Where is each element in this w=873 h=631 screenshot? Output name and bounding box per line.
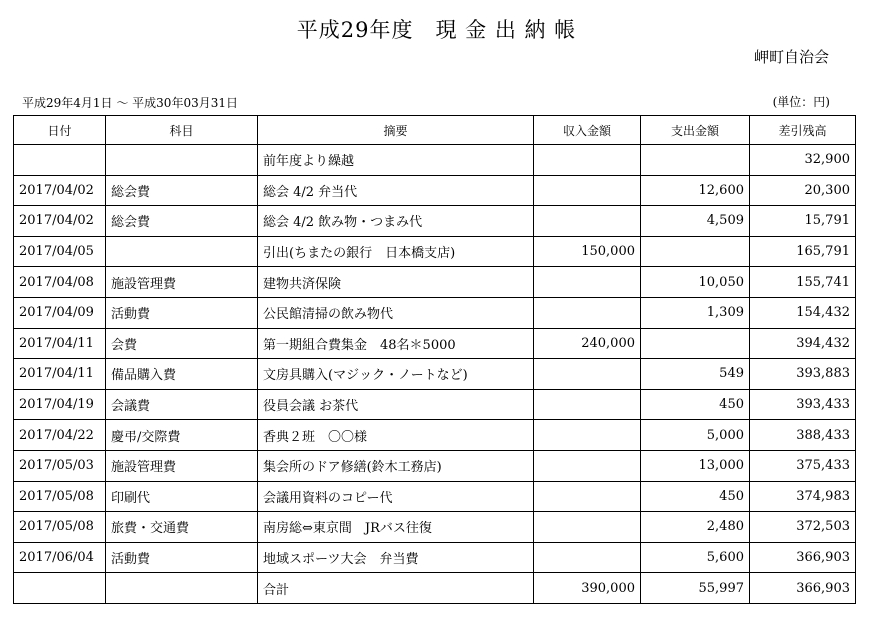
table-row (14, 175, 856, 206)
category-cell: 活動費 (106, 542, 258, 573)
income-cell (534, 512, 641, 543)
description-cell: 前年度より繰越 (258, 145, 534, 176)
income-cell (534, 481, 641, 512)
expense-cell: 10,050 (641, 267, 750, 298)
description-cell: 地域スポーツ大会 弁当費 (258, 542, 534, 573)
income-cell: 390,000 (534, 573, 641, 604)
category-cell (106, 573, 258, 604)
income-cell (534, 420, 641, 451)
balance-cell: 165,791 (750, 236, 856, 267)
date-cell: 2017/05/08 (14, 481, 106, 512)
date-cell: 2017/05/03 (14, 450, 106, 481)
table-row (14, 389, 856, 420)
category-cell: 活動費 (106, 297, 258, 328)
expense-cell: 1,309 (641, 297, 750, 328)
balance-cell: 374,983 (750, 481, 856, 512)
date-cell: 2017/04/11 (14, 328, 106, 359)
cash-ledger-table (13, 115, 856, 604)
column-header-category: 科目 (106, 116, 258, 145)
date-cell: 2017/05/08 (14, 512, 106, 543)
balance-cell: 20,300 (750, 175, 856, 206)
expense-cell: 450 (641, 389, 750, 420)
table-header-row (14, 116, 856, 145)
description-cell: 第一期組合費集金 48名＊5000 (258, 328, 534, 359)
description-cell: 合計 (258, 573, 534, 604)
column-header-date: 日付 (14, 116, 106, 145)
organization-name: 岬町自治会 (753, 48, 829, 66)
expense-cell (641, 145, 750, 176)
balance-cell: 393,433 (750, 389, 856, 420)
income-cell (534, 450, 641, 481)
category-cell (106, 145, 258, 176)
table-row (14, 145, 856, 176)
category-cell: 備品購入費 (106, 359, 258, 390)
expense-cell (641, 328, 750, 359)
date-cell: 2017/06/04 (14, 542, 106, 573)
table-row (14, 512, 856, 543)
expense-cell: 13,000 (641, 450, 750, 481)
table-row (14, 328, 856, 359)
column-header-description: 摘要 (258, 116, 534, 145)
date-cell: 2017/04/05 (14, 236, 106, 267)
table-row (14, 481, 856, 512)
table-row (14, 297, 856, 328)
table-row (14, 450, 856, 481)
description-cell: 総会 4/2 弁当代 (258, 175, 534, 206)
category-cell: 慶弔/交際費 (106, 420, 258, 451)
income-cell: 150,000 (534, 236, 641, 267)
expense-cell: 4,509 (641, 206, 750, 237)
balance-cell: 372,503 (750, 512, 856, 543)
description-cell: 役員会議 お茶代 (258, 389, 534, 420)
balance-cell: 32,900 (750, 145, 856, 176)
date-cell: 2017/04/11 (14, 359, 106, 390)
table-row (14, 236, 856, 267)
balance-cell: 388,433 (750, 420, 856, 451)
balance-cell: 366,903 (750, 573, 856, 604)
description-cell: 集会所のドア修繕(鈴木工務店) (258, 450, 534, 481)
category-cell: 総会費 (106, 175, 258, 206)
expense-cell: 450 (641, 481, 750, 512)
category-cell: 旅費・交通費 (106, 512, 258, 543)
column-header-balance: 差引残高 (750, 116, 856, 145)
category-cell (106, 236, 258, 267)
income-cell (534, 206, 641, 237)
expense-cell: 12,600 (641, 175, 750, 206)
total-row (14, 573, 856, 604)
table-row (14, 542, 856, 573)
category-cell: 施設管理費 (106, 267, 258, 298)
description-cell: 総会 4/2 飲み物・つまみ代 (258, 206, 534, 237)
table-row (14, 420, 856, 451)
date-cell: 2017/04/02 (14, 175, 106, 206)
income-cell (534, 297, 641, 328)
column-header-expense: 支出金額 (641, 116, 750, 145)
balance-cell: 375,433 (750, 450, 856, 481)
description-cell: 文房具購入(マジック・ノートなど) (258, 359, 534, 390)
table-row (14, 359, 856, 390)
description-cell: 香典２班 〇〇様 (258, 420, 534, 451)
category-cell: 総会費 (106, 206, 258, 237)
balance-cell: 393,883 (750, 359, 856, 390)
expense-cell: 5,600 (641, 542, 750, 573)
description-cell: 建物共済保険 (258, 267, 534, 298)
balance-cell: 15,791 (750, 206, 856, 237)
category-cell: 施設管理費 (106, 450, 258, 481)
expense-cell: 5,000 (641, 420, 750, 451)
date-cell: 2017/04/19 (14, 389, 106, 420)
description-cell: 南房総⇔東京間 JRバス往復 (258, 512, 534, 543)
income-cell (534, 145, 641, 176)
category-cell: 会議費 (106, 389, 258, 420)
expense-cell: 2,480 (641, 512, 750, 543)
income-cell (534, 267, 641, 298)
expense-cell: 549 (641, 359, 750, 390)
income-cell: 240,000 (534, 328, 641, 359)
page-title: 平成29年度 現 金 出 納 帳 (296, 18, 577, 42)
income-cell (534, 359, 641, 390)
balance-cell: 394,432 (750, 328, 856, 359)
income-cell (534, 542, 641, 573)
table-row (14, 267, 856, 298)
table-row (14, 206, 856, 237)
description-cell: 会議用資料のコピー代 (258, 481, 534, 512)
expense-cell: 55,997 (641, 573, 750, 604)
balance-cell: 366,903 (750, 542, 856, 573)
expense-cell (641, 236, 750, 267)
unit-label: (単位：円) (772, 95, 830, 109)
income-cell (534, 389, 641, 420)
date-cell (14, 145, 106, 176)
income-cell (534, 175, 641, 206)
date-cell: 2017/04/22 (14, 420, 106, 451)
column-header-income: 収入金額 (534, 116, 641, 145)
date-cell (14, 573, 106, 604)
description-cell: 公民館清掃の飲み物代 (258, 297, 534, 328)
category-cell: 会費 (106, 328, 258, 359)
date-cell: 2017/04/02 (14, 206, 106, 237)
category-cell: 印刷代 (106, 481, 258, 512)
period-range: 平成29年4月1日 〜 平成30年03月31日 (22, 96, 238, 110)
balance-cell: 155,741 (750, 267, 856, 298)
date-cell: 2017/04/09 (14, 297, 106, 328)
balance-cell: 154,432 (750, 297, 856, 328)
description-cell: 引出(ちまたの銀行 日本橋支店) (258, 236, 534, 267)
date-cell: 2017/04/08 (14, 267, 106, 298)
